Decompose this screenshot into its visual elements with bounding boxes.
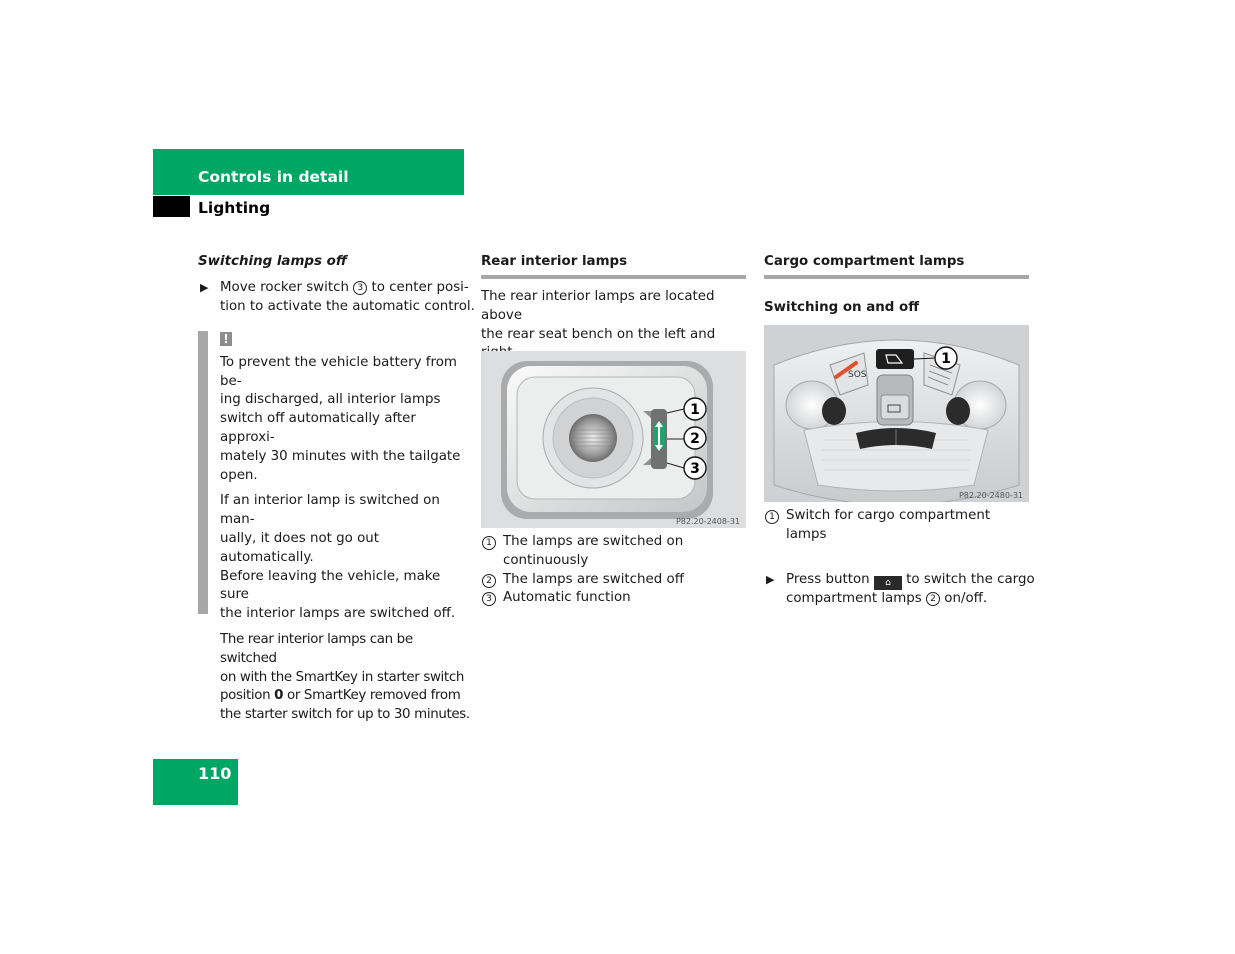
legend-item: 1 Switch for cargo compartment lamps [764, 507, 1032, 545]
figure-code: P82.20-2408-31 [675, 517, 740, 526]
figure-code: P82.20-2480-31 [958, 491, 1023, 500]
note-paragraph-3: The rear interior lamps can be switched on with the SmartKey in starter switch position 0 or SmartKey removed from the starter switch for up to 30 minutes. [220, 631, 470, 723]
rear-lamps-intro: The rear interior lamps are located above the rear seat bench on the left and [481, 289, 716, 342]
rear-lamp-legend [481, 533, 749, 608]
switching-lamps-off-heading: Switching lamps off [198, 254, 347, 269]
cargo-lamp-button-icon: ⌂ [874, 576, 902, 590]
cargo-lamp-instruction: ▶ Press button ⌂ to switch the cargo compartment lamps 2 on/off. [766, 571, 1035, 606]
legend-item: 3 Automatic function [481, 589, 749, 608]
callout-label-2: 2 [690, 431, 700, 447]
rear-interior-lamps-heading: Rear interior lamps [481, 253, 746, 279]
rear-lamp-switch-figure [481, 351, 746, 528]
cargo-lamp-legend [764, 507, 1032, 545]
bullet-arrow-icon: ▶ [766, 572, 775, 586]
callout-ref: 2 [926, 592, 940, 606]
subsection-marker [153, 196, 190, 217]
note-paragraph-1: To prevent the vehicle battery from be- ing discharged, all interior lamps switch off automatically after approxi- mately 30 minutes with the tailgate open. [220, 354, 461, 483]
subsection-title: Lighting [198, 199, 271, 217]
switching-on-off-subheading: Switching on and off [764, 300, 920, 315]
callout-ref: 3 [353, 281, 367, 295]
legend-item: 2 The lamps are switched off [481, 571, 749, 590]
callout-label-1: 1 [941, 351, 951, 367]
sos-label: SOS [848, 370, 867, 380]
legend-item: 1 The lamps are switched on continuously [481, 533, 749, 571]
cargo-lamp-switch [876, 349, 914, 369]
page-number: 110 [198, 764, 232, 783]
warning-icon: ! [220, 332, 232, 346]
bullet-arrow-icon: ▶ [200, 281, 209, 294]
overhead-control-panel-figure [764, 325, 1029, 502]
rocker-switch-instruction: ▶ Move rocker switch 3 to center posi- tion to activate the automatic control. [200, 280, 475, 314]
battery-note [220, 331, 470, 732]
note-paragraph-2: If an interior lamp is switched on man- ually, it does not go out automatically. Before leaving the vehicle, make sure the interior lamps are switched off. [220, 493, 456, 622]
callout-label-3: 3 [690, 461, 700, 477]
callout-label-1: 1 [690, 402, 700, 418]
note-sidebar [198, 331, 208, 614]
cargo-lamps-heading: Cargo compartment lamps [764, 253, 1029, 279]
section-title: Controls in detail [198, 168, 349, 186]
